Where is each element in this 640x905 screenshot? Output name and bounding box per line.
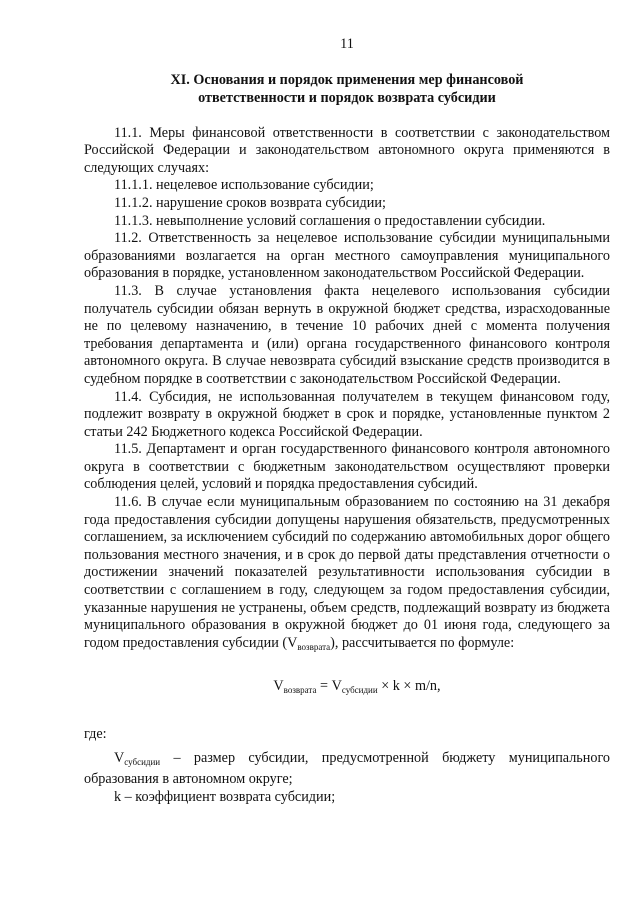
paragraph-11-1-3: 11.1.3. невыполнение условий соглашения о предоставлении субсидии. <box>114 212 546 229</box>
heading-line-2: ответственности и порядок возврата субсидии <box>198 89 496 106</box>
paragraph-11-1-2: 11.1.2. нарушение сроков возврата субсидии; <box>114 194 386 211</box>
paragraph-11-4: 11.4. Субсидия, не использованная получателем в текущем финансовом году, подлежит возврату в окружной бюджет в срок и порядке, установленные пунктом 2 статьи 242 Бюджетного кодекса Российской Федерации. <box>84 388 610 440</box>
definition-k: k – коэффициент возврата субсидии; <box>114 788 336 805</box>
paragraph-11-3: 11.3. В случае установления факта нецелевого использования субсидии получатель субсидии обязан вернуть в окружной бюджет средства, израсходованные не по целевому назначению, в течение 10 рабочих дней с момента получения требования департамента и (или) органа государственного финансового контроля автономного округа. В случае невозврата субсидий взыскание средств производится в судебном порядке в соответствии с законодательством Российской Федерации. <box>84 282 610 387</box>
formula <box>104 678 610 700</box>
paragraph-11-6 <box>84 494 610 656</box>
formula-eq: = V <box>316 678 342 695</box>
paragraph-11-6-text: 11.6. В случае если муниципальным образованием по состоянию на 31 декабря года предоставления субсидии допущены нарушения обязательств, предусмотренных соглашением, за исключением субсидий по содержанию автомобильных дорог общего пользования местного значения, и в срок до первой даты представления отчетности о достижении значений показателей результативности использования субсидии в соответствии с соглашением в году, следующем за годом предоставления субсидии, указанные нарушения не устранены, объем средств, подлежащий возврату из бюджета муниципального образования в окружной бюджет до 01 июня года, следующего за годом предоставления субсидии (V <box>84 494 610 651</box>
paragraph-11-6-end: ), рассчитывается по формуле: <box>330 634 515 651</box>
paragraph-11-1-1: 11.1.1. нецелевое использование субсидии; <box>114 177 374 194</box>
formula-rest: × k × m/n, <box>377 678 441 695</box>
definition-v-text: – размер субсидии, предусмотренной бюджету муниципального образования в автономном округе; <box>84 749 610 788</box>
where-label: где: <box>84 726 107 742</box>
formula-v1: V <box>273 678 284 695</box>
definition-v-subscript: субсидии <box>124 756 161 767</box>
definition-v-subsidy <box>84 750 610 789</box>
paragraph-11-6-subscript: возврата <box>297 641 331 652</box>
definition-v: V <box>114 749 125 766</box>
paragraph-11-5: 11.5. Департамент и орган государственного финансового контроля автономного округа в соответствии с бюджетным законодательством осуществляют проверки соблюдения целей, условий и порядка предоставления субсидий. <box>84 441 610 493</box>
formula-v2-subscript: субсидии <box>341 685 378 696</box>
paragraph-11-2: 11.2. Ответственность за нецелевое использование субсидии муниципальными образованиями возлагается на орган местного самоуправления муниципального образования в порядке, установленном законодательством Российской Федерации. <box>84 230 610 282</box>
page-number: 11 <box>340 36 354 52</box>
paragraph-11-1: 11.1. Меры финансовой ответственности в соответствии с законодательством Российской Федерации и законодательством автономного округа применяются в следующих случаях: <box>84 124 610 176</box>
section-heading <box>84 71 610 107</box>
formula-v1-subscript: возврата <box>283 685 317 696</box>
heading-line-1: XI. Основания и порядок применения мер финансовой <box>170 71 524 88</box>
